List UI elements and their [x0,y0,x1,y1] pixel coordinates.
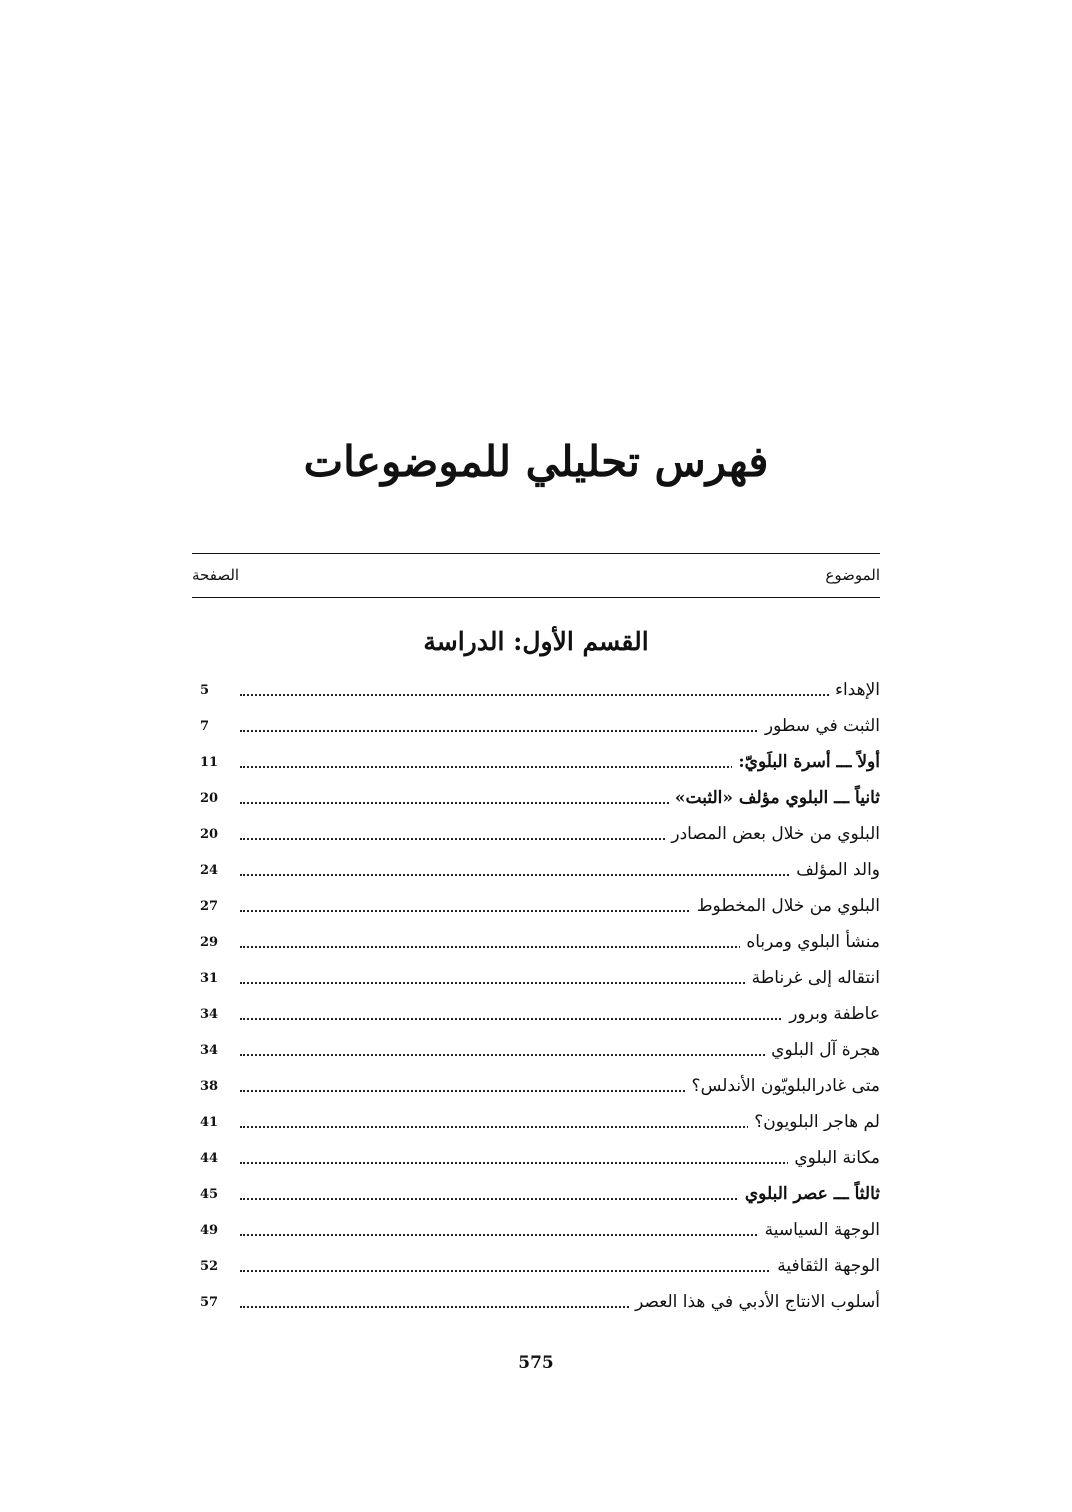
toc-entry-page: 57 [200,1295,219,1310]
toc-entry-page: 44 [200,1151,219,1166]
header-bottom-rule [192,597,880,598]
toc-entry [192,709,880,745]
toc-entry-page: 34 [200,1043,219,1058]
toc-entry-title: ثانياً ـــ البلوي مؤلف «الثبت» [669,785,880,811]
toc-entry-title: مكانة البلوي [788,1145,880,1171]
toc-entry-title: الوجهة الثقافية [771,1253,880,1279]
table-of-contents [192,673,880,1321]
toc-entry-title: البلوي من خلال المخطوط [691,893,880,919]
toc-entry-title: عاطفة وبرور [783,1001,880,1027]
dot-leader [240,874,880,876]
toc-entry [192,1033,880,1069]
toc-entry-page: 24 [200,863,219,878]
dot-leader [240,694,880,696]
toc-entry-title: البلوي من خلال بعض المصادر [665,821,880,847]
toc-entry [192,889,880,925]
toc-entry-page: 29 [200,935,219,950]
toc-entry-title: أولاً ـــ أسرة البلَويّ: [732,749,880,775]
toc-entry [192,1105,880,1141]
toc-entry-title: أسلوب الانتاج الأدبي في هذا العصر [629,1289,880,1315]
page-title: فهرس تحليلي للموضوعات [303,437,769,486]
toc-entry [192,853,880,889]
toc-entry [192,781,880,817]
dot-leader [240,1162,880,1164]
toc-entry [192,1141,880,1177]
toc-entry-title: انتقاله إلى غرناطة [746,965,880,991]
toc-entry-page: 11 [200,755,219,770]
toc-entry-page: 41 [200,1115,219,1130]
page-number: 575 [518,1353,554,1373]
toc-entry [192,1249,880,1285]
toc-entry [192,817,880,853]
toc-entry [192,997,880,1033]
toc-entry-page: 38 [200,1079,219,1094]
toc-entry [192,1213,880,1249]
toc-entry-page: 45 [200,1187,219,1202]
toc-entry-title: لم هاجر البلويون؟ [748,1109,880,1135]
toc-entry-page: 20 [200,827,219,842]
toc-entry-title: هجرة آل البلوي [765,1037,880,1063]
toc-entry [192,961,880,997]
column-header-page: الصفحة [192,566,240,584]
toc-entry [192,673,880,709]
toc-entry-page: 34 [200,1007,219,1022]
header-top-rule [192,553,880,554]
toc-entry-page: 20 [200,791,219,806]
toc-entry-page: 27 [200,899,219,914]
toc-entry [192,1177,880,1213]
toc-entry-title: الإهداء [829,677,880,703]
toc-entry-title: الوجهة السياسية [759,1217,880,1243]
toc-entry [192,745,880,781]
toc-entry-page: 49 [200,1223,219,1238]
toc-entry-page: 31 [200,971,219,986]
toc-entry-title: والد المؤلف [790,857,880,883]
toc-entry-title: الثبت في سطور [759,713,880,739]
toc-entry-title: ثالثاً ـــ عصر البلوي [739,1181,880,1207]
toc-entry-page: 52 [200,1259,219,1274]
toc-entry-page: 7 [200,719,210,734]
toc-entry [192,925,880,961]
column-header-topic: الموضوع [825,566,880,584]
toc-entry [192,1285,880,1321]
toc-entry [192,1069,880,1105]
section-title: القسم الأول: الدراسة [423,627,649,656]
toc-entry-title: منشأ البلوي ومرباه [740,929,880,955]
toc-entry-page: 5 [200,683,210,698]
toc-entry-title: متى غادرالبلويّون الأندلس؟ [686,1073,880,1099]
